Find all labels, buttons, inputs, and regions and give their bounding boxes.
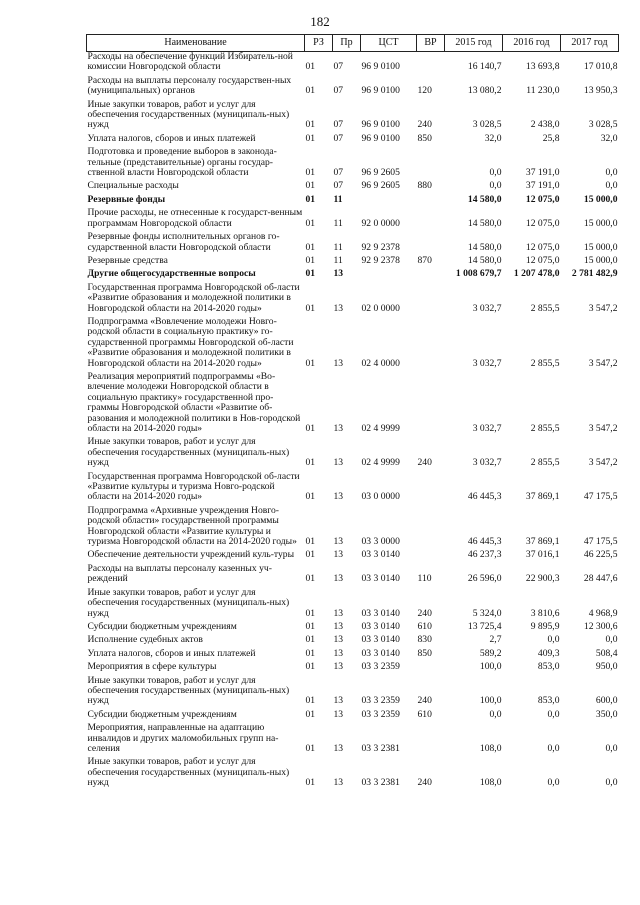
row-rz: 01: [305, 491, 316, 503]
row-vr: 850: [417, 132, 432, 144]
row-pr: 07: [333, 132, 344, 144]
row-vr: [417, 506, 445, 551]
row-rz: 01: [305, 647, 316, 659]
row-vr: 240: [417, 695, 432, 707]
row-name: Иные закупки товаров, работ и услуг для обеспечения государственных (муниципаль-ных) нужд: [87, 436, 290, 469]
row-pr: 13: [333, 634, 344, 646]
row-vr: [417, 723, 445, 757]
budget-table: [86, 34, 619, 792]
row-vr: 240: [417, 457, 432, 469]
row-pr: 07: [333, 119, 344, 131]
row-cst: 02 4 9999: [361, 457, 400, 469]
row-pr: 13: [333, 573, 344, 585]
row-2016: 409,3: [537, 647, 560, 659]
row-name: Подготовка и проведение выборов в законода-тельные (представительные) органы государ-ственной власти Новгородской области: [87, 146, 277, 179]
table-row: [87, 181, 619, 194]
header-2016: 2016 год: [503, 35, 561, 52]
row-2017: 15 000,0: [583, 217, 618, 229]
row-pr: 07: [333, 61, 344, 73]
row-cst: 96 9 0100: [361, 119, 400, 131]
row-2016: 37 869,1: [525, 536, 560, 548]
row-rz: 01: [305, 607, 316, 619]
row-2016: 3 810,6: [530, 607, 560, 619]
row-2016: 22 900,3: [525, 573, 560, 585]
row-2015: 100,0: [479, 661, 502, 673]
row-name: Расходы на выплаты персоналу казенных уч-реждений: [87, 562, 272, 585]
row-2017: 3 547,2: [588, 457, 618, 469]
row-2015: 46 445,3: [467, 491, 502, 503]
row-name: Расходы на выплаты персоналу государствен-ных (муниципальных) органов: [87, 74, 292, 97]
row-2015: 108,0: [479, 777, 502, 789]
row-name: Уплата налогов, сборов и иных платежей: [87, 647, 256, 659]
row-2016: 12 075,0: [525, 241, 560, 253]
row-2016: 853,0: [537, 661, 560, 673]
header-vr: ВР: [417, 35, 445, 52]
row-rz: 01: [305, 193, 316, 205]
row-pr: 13: [333, 536, 344, 548]
row-name: Расходы на обеспечение функций Избиратель-ной комиссии Новгородской области: [87, 51, 293, 73]
table-row: [87, 134, 619, 147]
row-cst: 03 3 2359: [361, 708, 400, 720]
row-2016: 2 855,5: [530, 357, 560, 369]
row-2015: 2,7: [489, 634, 502, 646]
row-vr: [417, 195, 445, 208]
row-vr: [417, 317, 445, 372]
row-2015: 13 080,2: [467, 85, 502, 97]
row-2015: 14 580,0: [467, 254, 502, 266]
row-2015: 3 032,7: [472, 457, 502, 469]
table-row: [87, 147, 619, 181]
row-2017: 15 000,0: [583, 254, 618, 266]
row-pr: 13: [333, 549, 344, 561]
row-rz: 01: [305, 661, 316, 673]
row-cst: 03 3 2381: [361, 742, 400, 754]
row-pr: 13: [333, 742, 344, 754]
row-name: Иные закупки товаров, работ и услуг для обеспечения государственных (муниципаль-ных) нужд: [87, 586, 290, 619]
row-rz: 01: [305, 132, 316, 144]
table-row: [87, 649, 619, 662]
table-row: [87, 76, 619, 100]
row-vr: 110: [417, 573, 432, 585]
row-2017: 3 547,2: [588, 423, 618, 434]
row-rz: 01: [305, 268, 316, 280]
row-vr: 610: [417, 708, 432, 720]
row-2017: 47 175,5: [583, 491, 618, 503]
row-2017: 3 547,2: [588, 302, 618, 314]
row-vr: 240: [417, 119, 432, 131]
row-cst: 03 0 0000: [361, 491, 400, 503]
row-cst: [361, 269, 417, 282]
table-row: [87, 372, 619, 437]
row-rz: 01: [305, 241, 316, 253]
row-cst: 02 4 0000: [361, 357, 400, 369]
row-cst: 92 9 2378: [361, 241, 400, 253]
row-pr: 13: [333, 302, 344, 314]
row-rz: 01: [305, 708, 316, 720]
row-rz: 01: [305, 695, 316, 707]
row-rz: 01: [305, 167, 316, 179]
row-2015: 1 008 679,7: [455, 268, 502, 280]
table-row: [87, 269, 619, 282]
row-rz: 01: [305, 549, 316, 561]
row-2015: 589,2: [479, 647, 502, 659]
row-cst: 03 3 0140: [361, 607, 400, 619]
table-row: [87, 232, 619, 256]
row-2016: 0,0: [547, 777, 560, 789]
table-row: [87, 208, 619, 232]
row-2015: 108,0: [479, 742, 502, 754]
row-pr: 13: [333, 695, 344, 707]
row-2017: 12 300,6: [583, 620, 618, 632]
table-row: [87, 676, 619, 710]
row-name: Государственная программа Новгородской об-ласти «Развитие образования и молодежной политики в Новгородской области на 2014-2020 годы»: [87, 281, 300, 314]
row-2016: 2 855,5: [530, 423, 560, 434]
row-vr: [417, 372, 445, 437]
table-row: [87, 635, 619, 648]
row-cst: 03 3 2381: [361, 777, 400, 789]
row-pr: 11: [333, 217, 343, 229]
row-name: Уплата налогов, сборов и иных платежей: [87, 132, 256, 144]
header-name: Наименование: [87, 35, 305, 52]
row-rz: 01: [305, 254, 316, 266]
row-cst: 96 9 2605: [361, 167, 400, 179]
header-2017: 2017 год: [561, 35, 619, 52]
row-pr: 13: [333, 423, 344, 434]
row-rz: 01: [305, 573, 316, 585]
row-2015: 14 580,0: [467, 193, 502, 205]
row-cst: 03 3 2359: [361, 695, 400, 707]
row-pr: 13: [333, 607, 344, 619]
row-2017: 13 950,3: [583, 85, 618, 97]
row-2016: 37 016,1: [525, 549, 560, 561]
table-row: [87, 710, 619, 723]
table-row: [87, 437, 619, 471]
row-rz: 01: [305, 536, 316, 548]
row-2016: 2 855,5: [530, 302, 560, 314]
row-name: Прочие расходы, не отнесенные к государст-венным программам Новгородской области: [87, 207, 303, 229]
row-name: Подпрограмма «Архивные учреждения Новго-родской области» государственной программы Новгородской области «Развитие культуры и туризма Новгородской области на 2014-2020 годы»: [87, 504, 297, 548]
row-name: Резервные средства: [87, 254, 168, 266]
row-cst: 02 4 9999: [361, 423, 400, 434]
row-2017: 4 968,9: [588, 607, 618, 619]
row-2016: 9 895,9: [530, 620, 560, 632]
table-row: [87, 622, 619, 635]
row-2016: 853,0: [537, 695, 560, 707]
table-row: [87, 472, 619, 506]
row-cst: 92 0 0000: [361, 217, 400, 229]
row-rz: 01: [305, 119, 316, 131]
row-cst: 96 9 0100: [361, 85, 400, 97]
row-rz: 01: [305, 620, 316, 632]
row-pr: 11: [333, 241, 343, 253]
row-rz: 01: [305, 423, 316, 434]
row-pr: 07: [333, 180, 344, 192]
row-2016: 2 855,5: [530, 457, 560, 469]
row-pr: 13: [333, 268, 344, 280]
row-2017: 3 028,5: [588, 119, 618, 131]
row-pr: 13: [333, 777, 344, 789]
row-pr: 13: [333, 647, 344, 659]
row-2017: 32,0: [600, 132, 618, 144]
row-pr: 07: [333, 167, 344, 179]
table-row: [87, 506, 619, 551]
table-row: [87, 588, 619, 622]
row-name: Субсидии бюджетным учреждениям: [87, 620, 237, 632]
row-vr: [417, 472, 445, 506]
row-rz: 01: [305, 777, 316, 789]
row-vr: 120: [417, 85, 432, 97]
row-cst: 03 3 0000: [361, 536, 400, 548]
row-2016: 12 075,0: [525, 193, 560, 205]
row-cst: 02 0 0000: [361, 302, 400, 314]
row-2015: 0,0: [489, 708, 502, 720]
row-vr: 240: [417, 777, 432, 789]
row-2015: 26 596,0: [467, 573, 502, 585]
row-2016: 25,8: [542, 132, 560, 144]
table-row: [87, 256, 619, 269]
row-cst: [361, 195, 417, 208]
row-2015: 3 032,7: [472, 357, 502, 369]
row-2017: 0,0: [605, 777, 618, 789]
row-2017: 15 000,0: [583, 193, 618, 205]
row-2016: 12 075,0: [525, 217, 560, 229]
row-vr: 610: [417, 620, 432, 632]
row-2016: 1 207 478,0: [513, 268, 560, 280]
row-2016: 2 438,0: [530, 119, 560, 131]
row-name: Обеспечение деятельности учреждений куль-туры: [87, 549, 295, 561]
row-2016: 13 693,8: [525, 61, 560, 73]
row-2017: 600,0: [595, 695, 618, 707]
row-cst: 96 9 0100: [361, 61, 400, 73]
row-vr: [417, 232, 445, 256]
row-vr: 830: [417, 634, 432, 646]
row-cst: 03 3 0140: [361, 647, 400, 659]
row-2015: 0,0: [489, 167, 502, 179]
row-2017: 17 010,8: [583, 61, 618, 73]
row-cst: 92 9 2378: [361, 254, 400, 266]
row-pr: 13: [333, 357, 344, 369]
row-2015: 14 580,0: [467, 241, 502, 253]
row-2015: 0,0: [489, 180, 502, 192]
row-name: Мероприятия, направленные на адаптацию инвалидов и других маломобильных групп на-селения: [87, 722, 279, 754]
row-rz: 01: [305, 302, 316, 314]
table-row: [87, 550, 619, 563]
row-2017: 28 447,6: [583, 573, 618, 585]
row-vr: [417, 550, 445, 563]
row-2015: 46 237,3: [467, 549, 502, 561]
row-pr: 13: [333, 620, 344, 632]
row-2017: 3 547,2: [588, 357, 618, 369]
page-number: 182: [310, 14, 330, 29]
row-cst: 03 3 0140: [361, 620, 400, 632]
row-2017: 0,0: [605, 167, 618, 179]
row-2016: 11 230,0: [526, 85, 560, 97]
row-name: Исполнение судебных актов: [87, 634, 203, 646]
row-vr: [417, 208, 445, 232]
row-name: Субсидии бюджетным учреждениям: [87, 708, 237, 720]
row-2015: 3 032,7: [472, 423, 502, 434]
row-rz: 01: [305, 357, 316, 369]
row-vr: 880: [417, 180, 432, 192]
row-2015: 3 032,7: [472, 302, 502, 314]
row-name: Резервные фонды: [87, 193, 166, 205]
row-cst: 03 3 0140: [361, 573, 400, 585]
header-2015: 2015 год: [445, 35, 503, 52]
row-pr: 13: [333, 457, 344, 469]
row-2015: 13 725,4: [467, 620, 502, 632]
row-2017: 2 781 482,9: [571, 268, 618, 280]
header-rz: РЗ: [305, 35, 333, 52]
row-2016: 0,0: [547, 634, 560, 646]
row-rz: 01: [305, 85, 316, 97]
row-2015: 16 140,7: [467, 61, 502, 73]
row-2017: 0,0: [605, 634, 618, 646]
row-vr: [417, 147, 445, 181]
row-2015: 14 580,0: [467, 217, 502, 229]
row-2015: 5 324,0: [472, 607, 502, 619]
header-pr: Пр: [333, 35, 361, 52]
row-name: Другие общегосударственные вопросы: [87, 268, 256, 280]
row-2016: 0,0: [547, 708, 560, 720]
row-2017: 46 225,5: [583, 549, 618, 561]
table-row: [87, 317, 619, 372]
row-2017: 350,0: [595, 708, 618, 720]
row-name: Подпрограмма «Вовлечение молодежи Новго-родской области в социальную практику» го-сударственной программы Новгородской об-ласти «Развитие образования и молодежной политики в Новгородской области на 2014-2020 годы»: [87, 315, 294, 369]
table-row: [87, 100, 619, 134]
row-cst: 03 3 2359: [361, 661, 400, 673]
row-name: Иные закупки товаров, работ и услуг для обеспечения государственных (муниципаль-ных) нужд: [87, 756, 290, 789]
row-2015: 46 445,3: [467, 536, 502, 548]
row-rz: 01: [305, 634, 316, 646]
row-rz: 01: [305, 457, 316, 469]
table-row: [87, 52, 619, 76]
row-pr: 07: [333, 85, 344, 97]
row-2017: 508,4: [595, 647, 618, 659]
row-2017: 0,0: [605, 742, 618, 754]
row-vr: 870: [417, 254, 432, 266]
row-vr: 850: [417, 647, 432, 659]
row-2016: 0,0: [547, 742, 560, 754]
header-cst: ЦСТ: [361, 35, 417, 52]
row-pr: 13: [333, 708, 344, 720]
row-name: Реализация мероприятий подпрограммы «Во-влечение молодежи Новгородской области в социальную практику» государственной про-граммы Новгородской области «Развитие об-разования и молодежной политики в Нов-городской области на 2014-2020 годы»: [87, 370, 301, 434]
table-row: [87, 757, 619, 791]
row-2016: 37 191,0: [525, 167, 560, 179]
row-name: Иные закупки товаров, работ и услуг для обеспечения государственных (муниципаль-ных) нужд: [87, 98, 290, 131]
table-row: [87, 723, 619, 757]
row-2015: 32,0: [484, 132, 502, 144]
table-row: [87, 662, 619, 675]
row-cst: 96 9 0100: [361, 132, 400, 144]
row-pr: 11: [333, 193, 343, 205]
row-rz: 01: [305, 742, 316, 754]
row-rz: 01: [305, 217, 316, 229]
row-2015: 100,0: [479, 695, 502, 707]
row-2017: 15 000,0: [583, 241, 618, 253]
row-pr: 11: [333, 254, 343, 266]
row-vr: [417, 662, 445, 675]
row-vr: [417, 52, 445, 76]
row-2017: 0,0: [605, 180, 618, 192]
row-cst: 03 3 0140: [361, 634, 400, 646]
row-name: Резервные фонды исполнительных органов го-сударственной власти Новгородской области: [87, 231, 280, 253]
row-2016: 37 869,1: [525, 491, 560, 503]
table-row: [87, 195, 619, 208]
row-rz: 01: [305, 61, 316, 73]
row-vr: [417, 283, 445, 317]
row-name: Государственная программа Новгородской об-ласти «Развитие культуры и туризма Новго-родской области на 2014-2020 годы»: [87, 470, 300, 503]
table-header-row: [87, 35, 619, 52]
row-cst: 03 3 0140: [361, 549, 400, 561]
row-2015: 3 028,5: [472, 119, 502, 131]
row-2016: 12 075,0: [525, 254, 560, 266]
row-name: Иные закупки товаров, работ и услуг для обеспечения государственных (муниципаль-ных) нужд: [87, 674, 290, 707]
row-2017: 47 175,5: [583, 536, 618, 548]
row-pr: 13: [333, 661, 344, 673]
row-name: Мероприятия в сфере культуры: [87, 661, 217, 673]
row-vr: [417, 269, 445, 282]
row-vr: 240: [417, 607, 432, 619]
table-body: [87, 52, 619, 792]
row-cst: 96 9 2605: [361, 180, 400, 192]
row-2016: 37 191,0: [525, 180, 560, 192]
table-row: [87, 564, 619, 588]
row-name: Специальные расходы: [87, 180, 179, 192]
table-row: [87, 283, 619, 317]
row-2017: 950,0: [595, 661, 618, 673]
row-pr: 13: [333, 491, 344, 503]
row-rz: 01: [305, 180, 316, 192]
